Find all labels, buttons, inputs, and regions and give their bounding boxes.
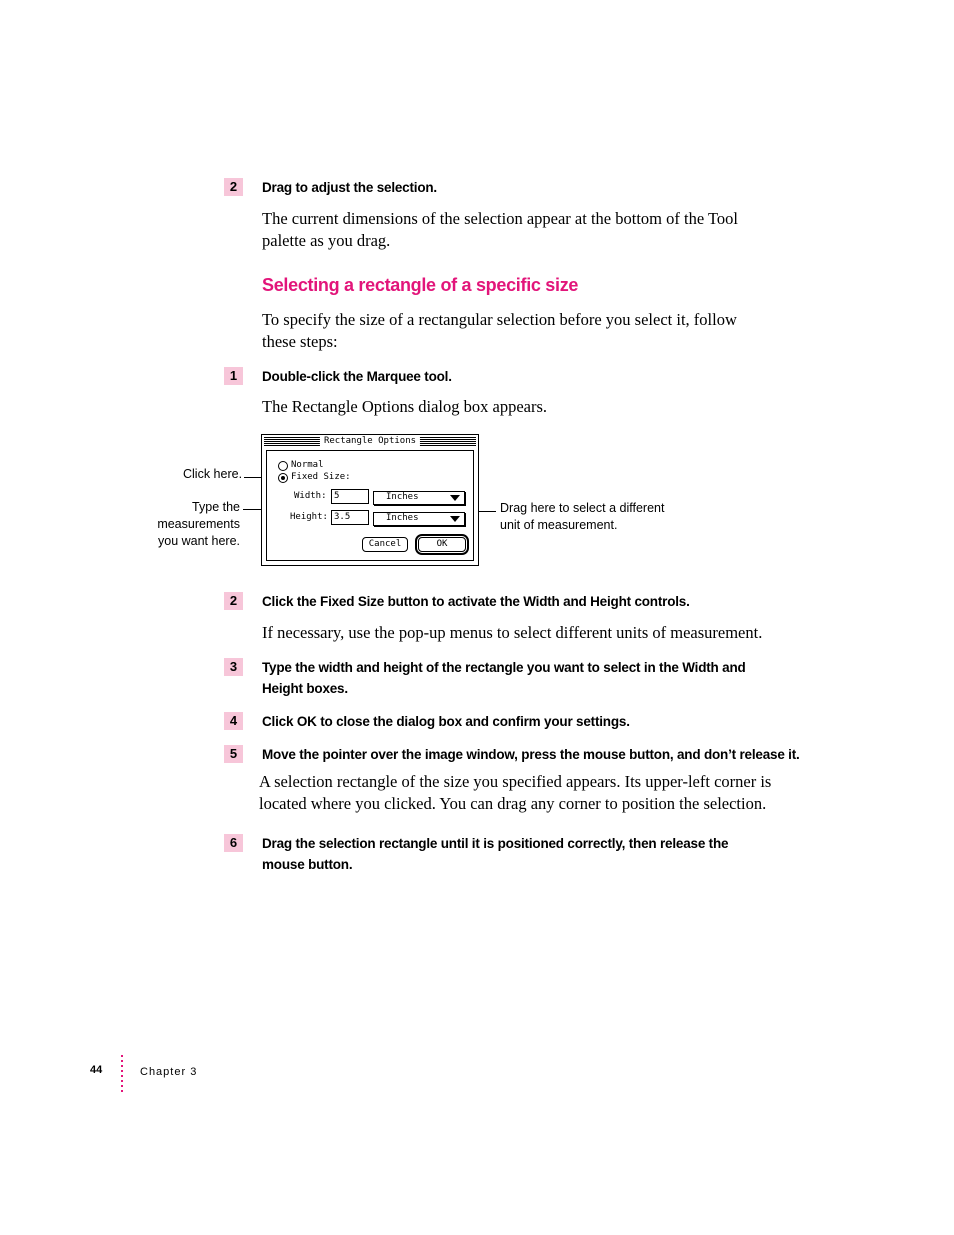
step-instruction: Move the pointer over the image window, press the mouse button, and don’t release it.	[262, 747, 800, 762]
step-line: Drag the selection rectangle until it is positioned correctly, then release the	[262, 836, 729, 851]
callout-line: unit of measurement.	[500, 518, 618, 532]
chapter-label: Chapter 3	[140, 1066, 198, 1078]
height-value: 3.5	[334, 512, 351, 522]
dialog-title-bar[interactable]	[264, 437, 476, 447]
dialog-body	[266, 450, 474, 561]
step-number: 1	[224, 367, 243, 385]
page-number: 44	[90, 1064, 103, 1076]
step-line: mouse button.	[262, 857, 353, 872]
footer-divider	[121, 1055, 123, 1095]
body-line: The current dimensions of the selection appear at the bottom of the Tool	[262, 209, 738, 228]
normal-radio[interactable]	[278, 461, 288, 471]
step-instruction: Click the Fixed Size button to activate the Width and Height controls.	[262, 594, 690, 609]
body-line: these steps:	[262, 332, 338, 351]
body-paragraph	[262, 309, 737, 353]
body-line: located where you clicked. You can drag any corner to position the selection.	[259, 794, 767, 813]
step-line: Type the width and height of the rectangle you want to select in the Width and	[262, 660, 746, 675]
step-instruction: Drag to adjust the selection.	[262, 180, 437, 195]
fixed-size-label[interactable]: Fixed Size:	[291, 472, 351, 482]
height-unit-value: Inches	[386, 513, 419, 523]
callout-type-measurements	[150, 499, 240, 550]
width-field[interactable]	[331, 489, 369, 504]
height-field[interactable]	[331, 510, 369, 525]
height-unit-popup[interactable]	[373, 512, 465, 526]
section-heading: Selecting a rectangle of a specific size	[262, 275, 579, 295]
callout-line: measurements	[157, 517, 240, 531]
chevron-down-icon	[450, 495, 460, 501]
ok-button[interactable]: OK	[418, 537, 466, 552]
width-label: Width:	[294, 491, 327, 501]
dialog-title: Rectangle Options	[320, 435, 420, 447]
body-paragraph: If necessary, use the pop-up menus to select different units of measurement.	[262, 623, 763, 642]
rectangle-options-dialog	[261, 434, 479, 566]
step-number: 4	[224, 712, 243, 730]
body-paragraph: The Rectangle Options dialog box appears.	[262, 397, 548, 416]
body-line: palette as you drag.	[262, 231, 391, 250]
step-number: 3	[224, 658, 243, 676]
step-line: Height boxes.	[262, 681, 348, 696]
callout-line: Drag here to select a different	[500, 501, 665, 515]
step-number: 2	[224, 592, 243, 610]
cancel-button[interactable]: Cancel	[362, 537, 408, 552]
step-number: 5	[224, 745, 243, 763]
body-paragraph	[259, 771, 771, 815]
body-line: A selection rectangle of the size you specified appears. Its upper-left corner is	[259, 772, 772, 791]
callout-click-here: Click here.	[183, 467, 243, 481]
step-number: 2	[224, 178, 243, 196]
step-instruction: Click OK to close the dialog box and confirm your settings.	[262, 714, 630, 729]
callout-line: Type the	[192, 500, 240, 514]
body-paragraph	[262, 208, 738, 252]
fixed-size-radio[interactable]	[278, 473, 288, 483]
chevron-down-icon	[450, 516, 460, 522]
step-instruction: Double-click the Marquee tool.	[262, 369, 452, 384]
step-number: 6	[224, 834, 243, 852]
height-label: Height:	[290, 512, 328, 522]
width-value: 5	[334, 491, 340, 501]
step-instruction	[262, 833, 728, 875]
width-unit-value: Inches	[386, 492, 419, 502]
callout-line: you want here.	[158, 534, 240, 548]
callout-drag-unit	[500, 500, 664, 534]
step-instruction	[262, 657, 746, 699]
normal-label[interactable]: Normal	[291, 460, 324, 470]
width-unit-popup[interactable]	[373, 491, 465, 505]
body-line: To specify the size of a rectangular selection before you select it, follow	[262, 310, 737, 329]
